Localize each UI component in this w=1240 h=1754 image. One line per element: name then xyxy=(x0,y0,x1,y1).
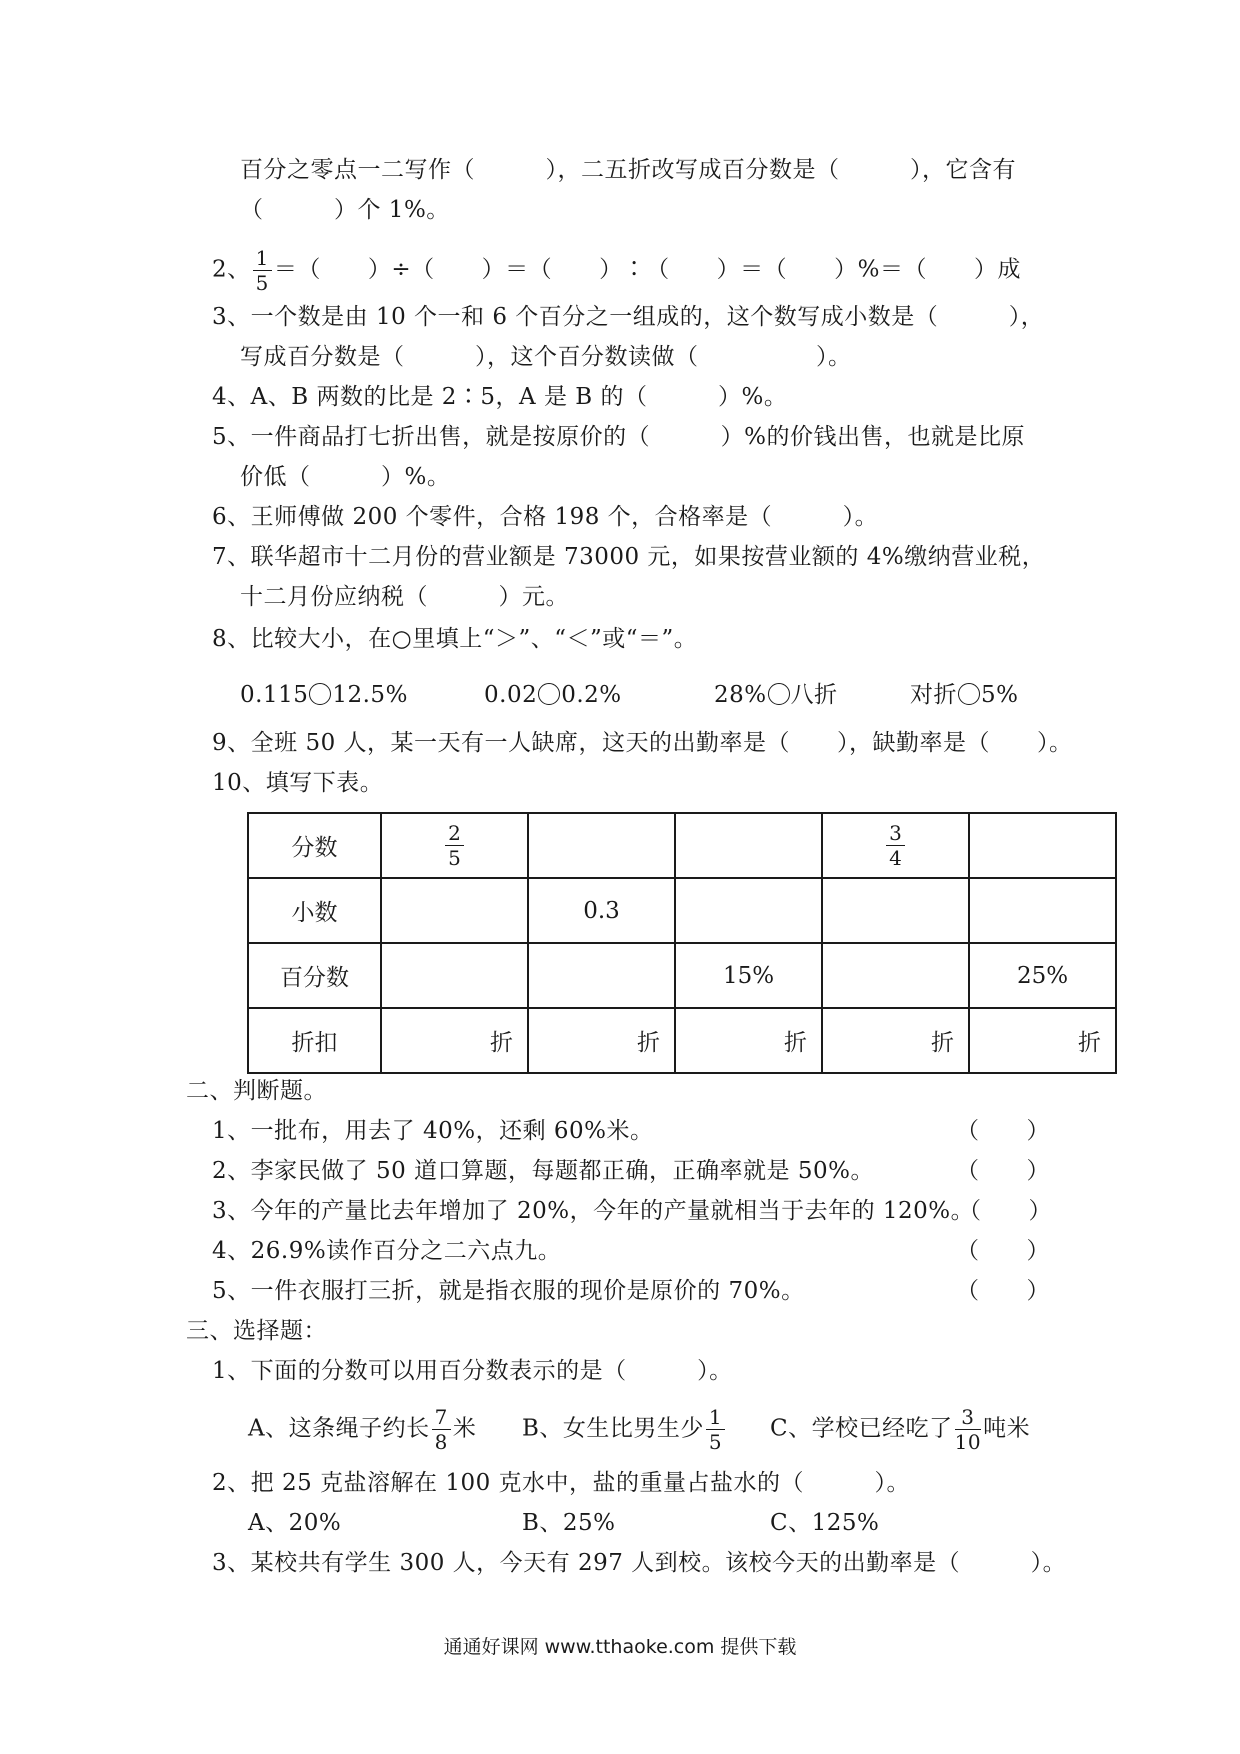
table-cell xyxy=(381,813,528,878)
table-row-percent xyxy=(248,943,1116,1008)
table-cell: 0.3 xyxy=(528,878,675,943)
frac-numerator: 3 xyxy=(955,1407,981,1430)
table-cell: 折 xyxy=(675,1008,822,1073)
judge-item-1: 1、一批布，用去了 40%，还剩 60%米。 xyxy=(212,1118,654,1144)
judge-item-4: 4、26.9%读作百分之二六点九。 xyxy=(212,1238,562,1264)
option-b-text: B、女生比男生少 xyxy=(522,1415,704,1442)
compare-circle-icon xyxy=(768,683,790,705)
q4-line: 4、A、B 两数的比是 2∶5，A 是 B 的（ ）%。 xyxy=(212,384,788,410)
judge-bracket-1: （ ） xyxy=(956,1118,1050,1144)
fraction-3-4 xyxy=(886,823,905,868)
judge-bracket-5: （ ） xyxy=(956,1278,1050,1304)
row-header-fraction: 分数 xyxy=(248,813,381,878)
q1-line2: （ ）个 1%。 xyxy=(240,197,450,223)
q3-line1: 3、一个数是由 10 个一和 6 个百分之一组成的，这个数写成小数是（ ）， xyxy=(212,304,1045,330)
choice-q2-option-b: B、25% xyxy=(522,1510,616,1536)
table-row-decimal xyxy=(248,878,1116,943)
section-choice-title: 三、选择题： xyxy=(186,1318,327,1344)
table-cell: 折 xyxy=(969,1008,1116,1073)
compare-left: 0.02 xyxy=(484,682,538,708)
row-header-decimal: 小数 xyxy=(248,878,381,943)
q7-line1: 7、联华超市十二月份的营业额是 73000 元，如果按营业额的 4%缴纳营业税， xyxy=(212,544,1046,570)
compare-right: 5% xyxy=(981,682,1019,708)
q6-line: 6、王师傅做 200 个零件，合格 198 个，合格率是（ ）。 xyxy=(212,504,879,530)
compare-left: 对折 xyxy=(910,682,957,708)
q8-compare-1 xyxy=(240,680,408,710)
table-cell xyxy=(675,878,822,943)
judge-bracket-3: （ ） xyxy=(958,1198,1052,1224)
q9-line: 9、全班 50 人，某一天有一人缺席，这天的出勤率是（ ），缺勤率是（ ）。 xyxy=(212,730,1073,756)
q8-compare-3 xyxy=(714,680,838,710)
choice-q1-option-a xyxy=(248,1407,476,1452)
choice-q1-option-c xyxy=(770,1407,1030,1452)
judge-item-3: 3、今年的产量比去年增加了 20%，今年的产量就相当于去年的 120%。 xyxy=(212,1198,975,1224)
fraction-3-10 xyxy=(955,1407,981,1452)
option-a-unit: 米 xyxy=(452,1415,477,1442)
compare-right: 八折 xyxy=(790,682,838,708)
table-cell xyxy=(528,943,675,1008)
judge-item-2: 2、李家民做了 50 道口算题，每题都正确，正确率就是 50%。 xyxy=(212,1158,874,1184)
frac-denominator: 10 xyxy=(954,1430,982,1454)
fraction-1-5 xyxy=(706,1407,725,1452)
q7-line2: 十二月份应纳税（ ）元。 xyxy=(240,584,569,610)
q10-line: 10、填写下表。 xyxy=(212,770,384,796)
choice-q2: 2、把 25 克盐溶解在 100 克水中，盐的重量占盐水的（ ）。 xyxy=(212,1470,911,1496)
table-cell: 25% xyxy=(969,943,1116,1008)
table-cell xyxy=(822,878,969,943)
q3-line2: 写成百分数是（ ），这个百分数读做（ ）。 xyxy=(240,344,852,370)
q1-line1: 百分之零点一二写作（ ），二五折改写成百分数是（ ），它含有 xyxy=(240,157,1016,183)
option-a-text: A、这条绳子约长 xyxy=(248,1415,430,1442)
option-c-unit: 吨米 xyxy=(983,1415,1031,1442)
choice-q1: 1、下面的分数可以用百分数表示的是（ ）。 xyxy=(212,1358,733,1384)
frac-numerator: 1 xyxy=(706,1407,725,1430)
compare-right: 0.2% xyxy=(561,682,622,708)
q8-compare-2 xyxy=(484,680,622,710)
compare-circle-icon xyxy=(958,683,980,705)
table-row-discount xyxy=(248,1008,1116,1073)
judge-bracket-2: （ ） xyxy=(956,1158,1050,1184)
table-cell: 15% xyxy=(675,943,822,1008)
fraction-7-8 xyxy=(432,1407,451,1452)
frac-denominator: 5 xyxy=(708,1430,723,1454)
compare-left: 28% xyxy=(714,682,767,708)
q8-compare-4 xyxy=(910,680,1019,710)
table-cell xyxy=(675,813,822,878)
table-cell: 折 xyxy=(528,1008,675,1073)
table-cell xyxy=(381,943,528,1008)
table-cell xyxy=(822,943,969,1008)
table-cell xyxy=(969,878,1116,943)
q2-line xyxy=(212,248,1021,293)
page-footer: 通通好课网 www.tthaoke.com 提供下载 xyxy=(443,1636,797,1658)
frac-denominator: 4 xyxy=(889,846,902,870)
table-cell xyxy=(969,813,1116,878)
q5-line2: 价低（ ）%。 xyxy=(240,464,451,490)
q2-frac-denominator: 5 xyxy=(255,271,269,295)
q2-frac-numerator: 1 xyxy=(253,248,272,271)
compare-right: 12.5% xyxy=(332,682,408,708)
choice-q3: 3、某校共有学生 300 人，今天有 297 人到校。该校今天的出勤率是（ ）。 xyxy=(212,1550,1067,1576)
table-cell xyxy=(381,878,528,943)
table-cell xyxy=(822,813,969,878)
row-header-discount: 折扣 xyxy=(248,1008,381,1073)
compare-left: 0.115 xyxy=(240,682,309,708)
frac-numerator: 7 xyxy=(432,1407,451,1430)
frac-numerator: 3 xyxy=(886,823,905,846)
choice-q2-option-a: A、20% xyxy=(248,1510,342,1536)
q2-prefix: 2、 xyxy=(212,256,251,283)
row-header-percent: 百分数 xyxy=(248,943,381,1008)
table-cell: 折 xyxy=(381,1008,528,1073)
frac-denominator: 8 xyxy=(434,1430,448,1454)
option-c-text: C、学校已经吃了 xyxy=(770,1415,953,1442)
table-cell xyxy=(528,813,675,878)
table-row-fraction xyxy=(248,813,1116,878)
table-cell: 折 xyxy=(822,1008,969,1073)
conversion-table xyxy=(247,812,1117,1074)
q2-rest: ＝（ ）÷（ ）＝（ ）∶（ ）＝（ ）%＝（ ）成 xyxy=(273,256,1022,283)
compare-circle-icon xyxy=(309,683,331,705)
judge-bracket-4: （ ） xyxy=(956,1238,1050,1264)
compare-circle-icon xyxy=(538,683,560,705)
fraction-2-5 xyxy=(445,823,464,868)
frac-numerator: 2 xyxy=(445,823,464,846)
frac-denominator: 5 xyxy=(448,846,461,870)
q8-line: 8、比较大小，在○里填上“＞”、“＜”或“＝”。 xyxy=(212,626,698,652)
judge-item-5: 5、一件衣服打三折，就是指衣服的现价是原价的 70%。 xyxy=(212,1278,805,1304)
choice-q1-option-b xyxy=(522,1407,727,1452)
q2-fraction xyxy=(253,248,272,293)
section-judge-title: 二、判断题。 xyxy=(186,1078,327,1104)
q5-line1: 5、一件商品打七折出售，就是按原价的（ ）%的价钱出售，也就是比原 xyxy=(212,424,1025,450)
choice-q2-option-c: C、125% xyxy=(770,1510,880,1536)
